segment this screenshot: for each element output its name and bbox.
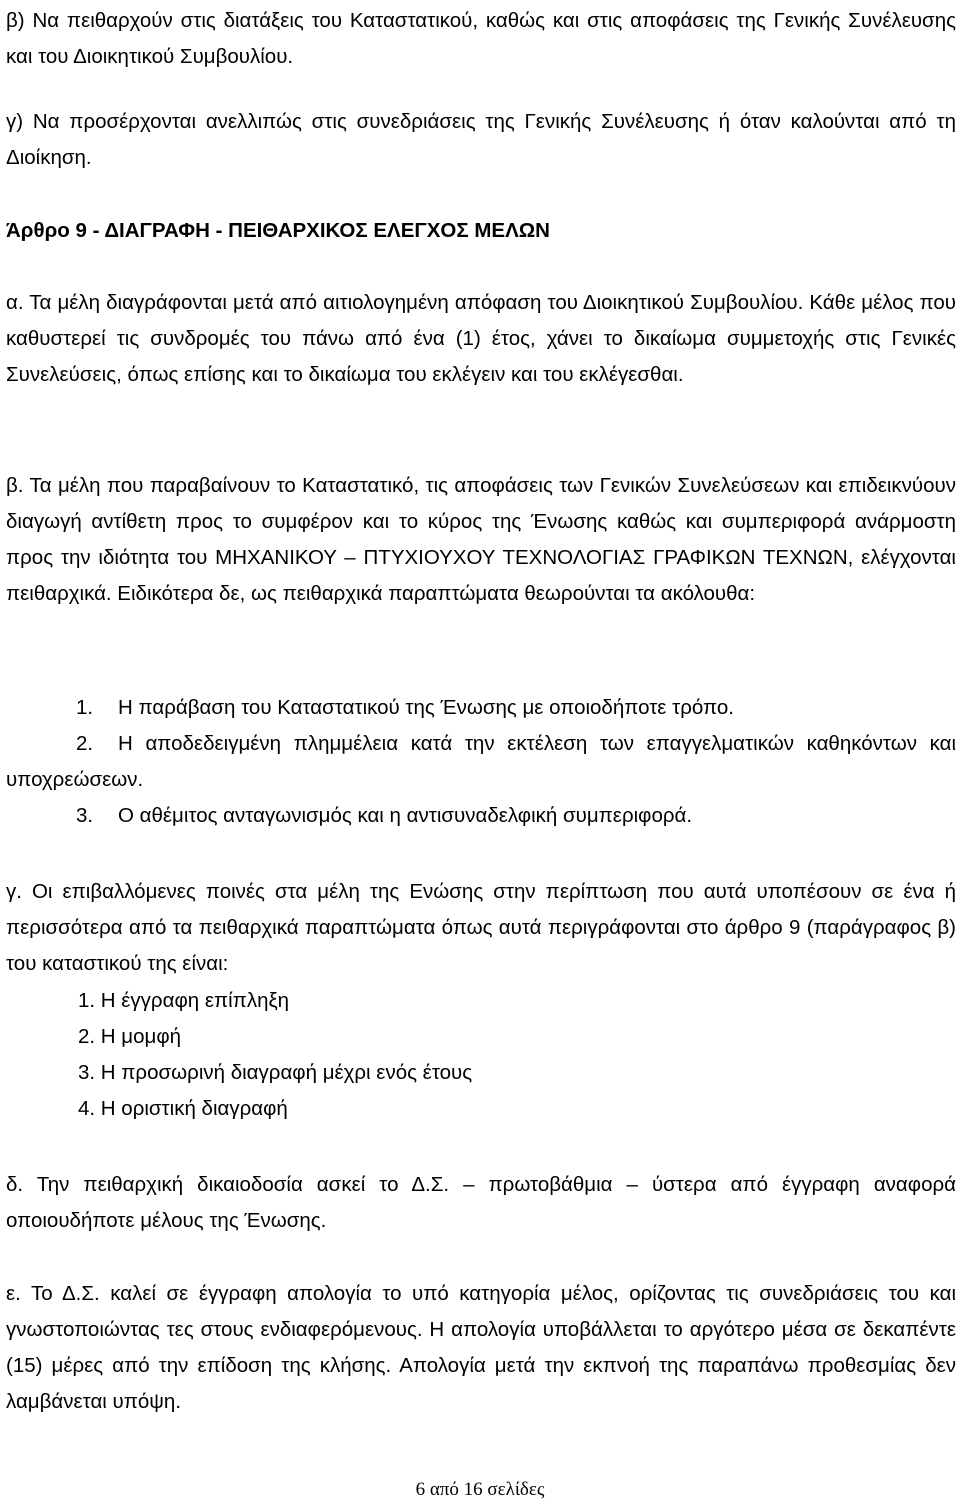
offence-item [6, 726, 956, 798]
paragraph-epsilon: ε. Το Δ.Σ. καλεί σε έγγραφη απολογία το υπό κατηγορία μέλος, ορίζοντας τις συνεδριάσεις του και γνωστοποιώντας τες στους ενδιαφερόμενους. Η απολογία υποβάλλεται το αργότερο μέσα σε δεκαπέντε (15) μέρες από την επίδοση της κλήσης. Απολογία μετά την εκπνοή της παραπάνω προθεσμίας δεν λαμβάνεται υπόψη. [6, 1282, 956, 1413]
paragraph-gamma: γ. Οι επιβαλλόμενες ποινές στα μέλη της Ενώσης στην περίπτωση που αυτά υποπέσουν σε ένα ή περισσότερα από τα πειθαρχικά παραπτώματα όπως αυτά περιγράφονται στο άρθρο 9 (παράγραφος β) του καταστικού της είναι: [6, 880, 956, 975]
penalty-item: 1. Η έγγραφη επίπληξη [78, 989, 290, 1012]
offence-text: Ο αθέμιτος ανταγωνισμός και η αντισυναδελφική συμπεριφορά. [118, 804, 693, 827]
penalty-item: 3. Η προσωρινή διαγραφή μέχρι ενός έτους [78, 1061, 473, 1084]
page-number-footer: 6 από 16 σελίδες [415, 1479, 545, 1500]
offence-number: 3. [76, 804, 94, 827]
article-heading: Άρθρο 9 - ΔΙΑΓΡΑΦΗ - ΠΕΙΘΑΡΧΙΚΟΣ ΕΛΕΓΧΟΣ ΜΕΛΩΝ [6, 219, 550, 242]
offence-number: 1. [76, 696, 94, 719]
penalty-item: 4. Η οριστική διαγραφή [78, 1097, 288, 1120]
document-page [6, 0, 956, 1505]
paragraph-b-obligations: β) Να πειθαρχούν στις διατάξεις του Καταστατικού, καθώς και στις αποφάσεις της Γενικής Συνέλευσης και του Διοικητικού Συμβουλίου. [6, 9, 956, 68]
offence-text: Η αποδεδειγμένη πλημμέλεια κατά την εκτέλεση των επαγγελματικών καθηκόντων και υποχρεώσεων. [6, 732, 956, 791]
offence-item [6, 690, 956, 726]
paragraph-delta: δ. Την πειθαρχική δικαιοδοσία ασκεί το Δ.Σ. – πρωτοβάθμια – ύστερα από έγγραφη αναφορά οποιουδήποτε μέλους της Ένωσης. [6, 1173, 956, 1232]
paragraph-alpha: α. Τα μέλη διαγράφονται μετά από αιτιολογημένη απόφαση του Διοικητικού Συμβουλίου. Κάθε μέλος που καθυστερεί τις συνδρομές του πάνω από ένα (1) έτος, χάνει το δικαίωμα συμμετοχής στις Γενικές Συνελεύσεις, όπως επίσης και το δικαίωμα του εκλέγειν και του εκλέγεσθαι. [6, 291, 956, 386]
offence-text: Η παράβαση του Καταστατικού της Ένωσης με οποιοδήποτε τρόπο. [118, 696, 734, 719]
offence-number: 2. [76, 732, 94, 755]
paragraph-g-attendance: γ) Να προσέρχονται ανελλιπώς στις συνεδριάσεις της Γενικής Συνέλευσης ή όταν καλούνται από τη Διοίκηση. [6, 110, 956, 169]
penalty-item: 2. Η μομφή [78, 1025, 182, 1048]
offence-item [6, 798, 956, 834]
paragraph-beta: β. Τα μέλη που παραβαίνουν το Καταστατικό, τις αποφάσεις των Γενικών Συνελεύσεων και επιδεικνύουν διαγωγή αντίθετη προς το συμφέρον και το κύρος της Ένωσης καθώς και συμπεριφορά ανάρμοστη προς την ιδιότητα του ΜΗΧΑΝΙΚΟΥ – ΠΤΥΧΙΟΥΧΟΥ ΤΕΧΝΟΛΟΓΙΑΣ ΓΡΑΦΙΚΩΝ ΤΕΧΝΩΝ, ελέγχονται πειθαρχικά. Ειδικότερα δε, ως πειθαρχικά παραπτώματα θεωρούνται τα ακόλουθα: [6, 474, 956, 605]
